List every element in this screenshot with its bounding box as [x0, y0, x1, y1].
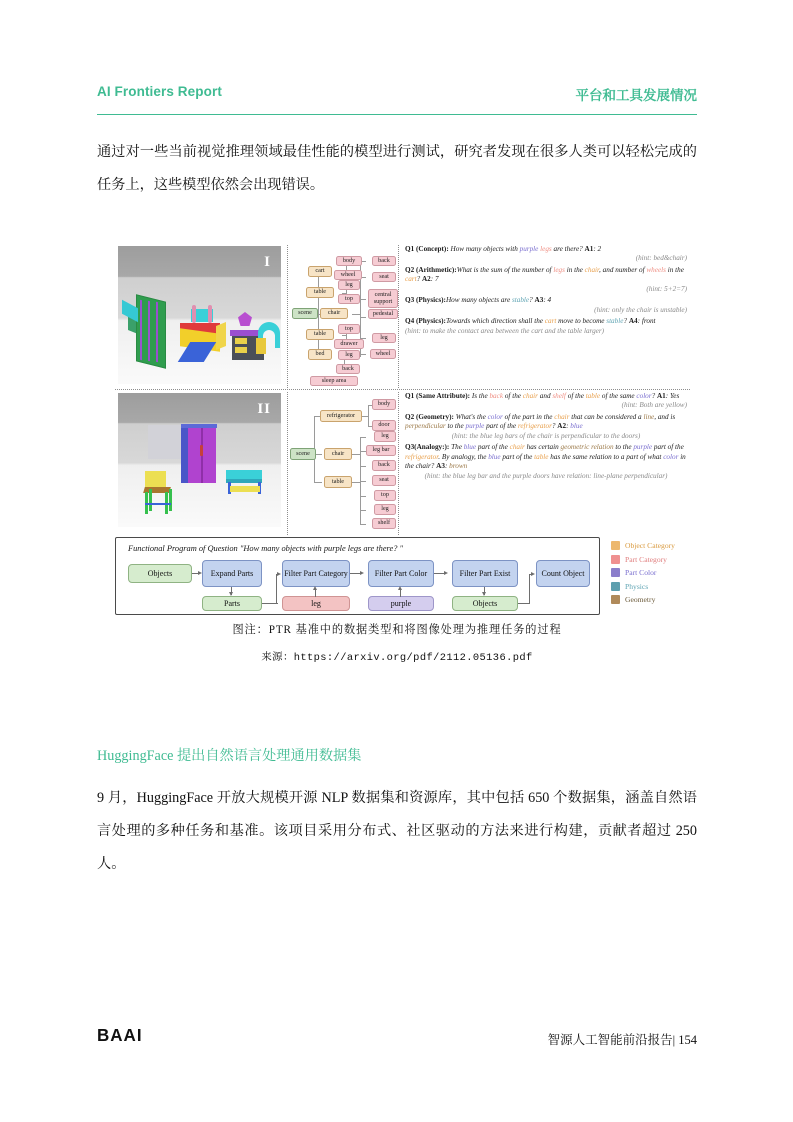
- tree-node-part: sleep area: [310, 376, 358, 386]
- tree-line: [342, 335, 346, 336]
- tree-line: [352, 314, 360, 315]
- scene-object-chair-leg-4: [169, 489, 172, 511]
- qa-hint: (hint: 5+2=7): [646, 284, 687, 293]
- fp-node-parts: Parts: [202, 596, 262, 611]
- legend-item: [611, 593, 691, 607]
- legend-swatch-part-color: [611, 568, 620, 577]
- intro-paragraph: 通过对一些当前视觉推理领域最佳性能的模型进行测试，研究者发现在很多人类可以轻松完成的任务上，这些模型依然会出现错误。: [97, 144, 697, 193]
- qa-answer: 7: [434, 275, 439, 284]
- legend-swatch-physics: [611, 582, 620, 591]
- fp-arrow-head: [482, 592, 486, 596]
- legend-item: [611, 566, 691, 580]
- qa-hint: (hint: Both are yellow): [621, 401, 687, 410]
- fp-arrow-head: [277, 572, 281, 576]
- tree-node-part: back: [372, 256, 396, 266]
- legend-swatch-object-category: [611, 541, 620, 550]
- tree-node-part: drawer: [334, 339, 364, 349]
- tree-line: [360, 466, 366, 467]
- legend-label: Part Color: [625, 568, 657, 578]
- page-number: 154: [678, 1033, 697, 1047]
- fp-node-filter-part-color: Filter Part Color: [368, 560, 434, 587]
- section-title: 平台和工具发展情况: [575, 88, 697, 103]
- tree-node-part: seat: [372, 272, 396, 282]
- fp-arrow-head: [398, 586, 402, 590]
- scene-panel-bar-3: [156, 302, 158, 362]
- qa-answer-label: A1: [656, 392, 666, 400]
- page-footer: [97, 1026, 697, 1050]
- tree-node-part: shelf: [372, 518, 396, 529]
- scene-object-cart-drawer-2: [235, 347, 247, 353]
- fp-node-count-object: Count Object: [536, 560, 590, 587]
- functional-program-title: Functional Program of Question "How many objects with purple legs are there? ": [128, 544, 404, 553]
- qa-block-1: [405, 245, 687, 338]
- qa-answer-label: A3: [534, 296, 544, 305]
- fp-node-purple: purple: [368, 596, 434, 611]
- qa-answer-label: A4: [628, 317, 638, 326]
- legend-swatch-geometry: [611, 595, 620, 604]
- scene-object-chair-back: [145, 471, 166, 487]
- scene-panel-bar-1: [140, 300, 142, 360]
- fp-arrow-head: [313, 586, 317, 590]
- fp-arrow: [529, 574, 530, 604]
- qa-answer: blue: [570, 422, 583, 431]
- qa-label: Q3 (Physics):: [405, 296, 446, 305]
- tree-node-part: back: [336, 364, 360, 374]
- fp-arrow: [400, 589, 401, 597]
- scene-object-table-shelf: [230, 486, 260, 492]
- qa-label: Q2 (Arithmetic):: [405, 266, 457, 274]
- qa-answer: front: [641, 317, 656, 326]
- qa-answer: brown: [449, 462, 468, 471]
- qa-question: What's the color of the part in the chair that can be considered a line, and is perpendicular to the purple part of the refrigerator?: [405, 413, 676, 431]
- tree-line: [314, 482, 322, 483]
- qa-hint: (hint: only the chair is unstable): [594, 305, 687, 314]
- qa-item: Q1 (Concept): How many objects with purple legs are there? A1: 2 (hint: bed&chair): [405, 245, 687, 263]
- tree-node-part: central support: [368, 289, 398, 308]
- tree-node-part: body: [336, 256, 362, 266]
- tree-line: [360, 482, 361, 525]
- tree-node-part: leg: [374, 504, 396, 515]
- scene-object-headboard-post-2: [208, 305, 212, 323]
- page-header: [97, 84, 697, 115]
- tree-line: [360, 510, 366, 511]
- fp-arrow-head: [444, 571, 448, 575]
- fp-arrow-head: [531, 572, 535, 576]
- tree-node-part: leg: [338, 350, 360, 360]
- qa-question: The blue part of the chair has certain geometric relation to the purple part of the refrigerator. By analogy, the blue part of the table has the same relation to a part of what color in the chair?: [405, 443, 686, 471]
- baai-logo: BAAI: [97, 1025, 143, 1046]
- qa-hint: (hint: the blue leg bar and the purple doors have relation: line-plane perpendicular): [424, 471, 668, 480]
- scene-panel-bar-2: [148, 301, 150, 361]
- qa-question: What is the sum of the number of legs in the chair, and number of wheels in the cart?: [405, 266, 684, 284]
- fp-arrow: [315, 589, 316, 597]
- scene-label-1: I: [264, 254, 271, 270]
- tree-node-part: wheel: [334, 270, 362, 280]
- tree-node-part: top: [338, 324, 360, 334]
- qa-answer-label: A2: [421, 275, 431, 284]
- tree-node-scene: scene: [292, 308, 318, 319]
- fp-node-objects-in: Objects: [128, 564, 192, 583]
- scene-object-cart-drawer-1: [235, 338, 247, 344]
- qa-label: Q2 (Geometry):: [405, 413, 454, 421]
- tree-node-object: chair: [320, 308, 348, 319]
- tree-line: [360, 437, 361, 485]
- qa-label: Q3(Analogy:):: [405, 443, 450, 452]
- qa-block-2: [405, 392, 687, 483]
- scene-render-1: [118, 246, 281, 384]
- qa-label: Q1 (Concept):: [405, 245, 449, 253]
- qa-item: Q4 (Physics):Towards which direction shall the cart move to become stable? A4: front (hint: to make the contact area between the cart and the table larger): [405, 317, 687, 336]
- fp-node-objects-out: Objects: [452, 596, 518, 611]
- scene-graph-tree-2: [287, 392, 399, 535]
- tree-node-scene: scene: [290, 448, 316, 460]
- ptr-figure: [115, 243, 690, 608]
- figure-row-1: [115, 243, 690, 390]
- tree-node-part: leg: [372, 333, 396, 343]
- tree-line: [360, 317, 366, 318]
- qa-item: Q3(Analogy:): The blue part of the chair has certain geometric relation to the purple part of the refrigerator. By analogy, the blue part of the table has the same relation to a part of what color in the chair? A3: brown (hint: the blue leg bar and the purple doors have relation: line-plane perpendicular): [405, 443, 686, 480]
- qa-answer: Yes: [669, 392, 680, 400]
- footer-right: [548, 1030, 697, 1048]
- footer-separator: |: [672, 1033, 676, 1047]
- tree-node-object: chair: [324, 448, 352, 460]
- tree-node-object: refrigerator: [320, 410, 362, 422]
- tree-line: [360, 496, 366, 497]
- tree-node-part: body: [372, 399, 396, 410]
- nlp-dataset-paragraph: 9 月，HuggingFace 开放大规模开源 NLP 数据集和资源库，其中包括 650 个数据集，涵盖自然语言处理的多种任务和基准。该项目采用分布式、社区驱动的方法来进行构建，贡献者超过 250 人。: [97, 790, 697, 872]
- qa-answer-label: A2: [557, 422, 567, 431]
- scene-object-table-edge: [226, 479, 262, 483]
- tree-line: [360, 299, 366, 300]
- scene-graph-tree-1: [287, 245, 399, 388]
- figure-caption: 图注：PTR 基准中的数据类型和将图像处理为推理任务的过程: [232, 624, 562, 636]
- qa-hint: (hint: the blue leg bars of the chair is perpendicular to the doors): [451, 431, 641, 440]
- scene-wall-panel: [148, 425, 182, 459]
- tree-node-part: seat: [372, 475, 396, 486]
- tree-node-object: cart: [308, 266, 332, 277]
- tree-line: [352, 454, 360, 455]
- legend-label: Physics: [625, 581, 649, 591]
- qa-item: Q2 (Arithmetic):What is the sum of the number of legs in the chair, and number of wheels in the cart? A2: 7 (hint: 5+2=7): [405, 266, 687, 293]
- tree-line: [360, 437, 366, 438]
- tree-line: [318, 271, 319, 355]
- legend-swatch-part-category: [611, 555, 620, 564]
- scene-object-table-top: [226, 470, 262, 479]
- scene-object-yellow-box: [256, 338, 266, 354]
- tree-node-object: table: [324, 476, 352, 488]
- qa-answer-label: A3: [436, 462, 445, 471]
- tree-node-part: leg: [374, 431, 396, 442]
- tree-line: [368, 405, 369, 427]
- functional-program-panel: [115, 537, 600, 615]
- legend-item: [611, 553, 691, 567]
- qa-label: Q4 (Physics):: [405, 317, 446, 326]
- qa-answer-label: A1: [584, 245, 594, 253]
- footer-report-name: 智源人工智能前沿报告: [547, 1033, 673, 1047]
- legend-label: Geometry: [625, 595, 656, 605]
- legend-item: [611, 580, 691, 594]
- qa-hint: (hint: bed&chair): [635, 254, 687, 263]
- qa-question: How many objects are stable?: [445, 296, 533, 305]
- scene-object-chair-leg-bar: [145, 503, 171, 505]
- qa-item: Q3 (Physics):How many objects are stable? A3: 4 (hint: only the chair is unstable): [405, 296, 687, 314]
- legend-label: Object Category: [625, 541, 675, 551]
- fp-node-leg: leg: [282, 596, 350, 611]
- tree-node-object: table: [306, 329, 334, 340]
- qa-item: Q2 (Geometry): What's the color of the part in the chair that can be considered a line, and is perpendicular to the purple part of the refrigerator? A2: blue (hint: the blue leg bars of the chair is perpendicular to the doors): [405, 413, 687, 441]
- fp-arrow-head: [198, 571, 202, 575]
- qa-question: Is the back of the chair and shelf of the table of the same color?: [471, 392, 656, 400]
- tree-line: [360, 354, 366, 355]
- fp-arrow: [276, 574, 277, 604]
- fp-node-filter-part-category: Filter Part Category: [282, 560, 350, 587]
- legend-item: [611, 539, 691, 553]
- tree-line: [352, 482, 360, 483]
- tree-node-part: leg bar: [366, 445, 396, 456]
- tree-node-part: top: [338, 294, 360, 304]
- tree-node-part: wheel: [370, 349, 396, 359]
- qa-label: Q1 (Same Attribute):: [405, 392, 471, 400]
- tree-node-part: top: [374, 490, 396, 501]
- scene-object-bed-side: [216, 322, 226, 350]
- scene-object-headboard-post-1: [192, 305, 196, 323]
- tree-line: [361, 416, 368, 417]
- legend-label: Part Category: [625, 554, 667, 564]
- tree-node-part: back: [372, 460, 396, 471]
- tree-node-part: pedestal: [368, 309, 398, 319]
- qa-question: Towards which direction shall the cart move to become stable?: [445, 317, 628, 326]
- figure-legend: [611, 539, 691, 607]
- fp-node-expand-parts: Expand Parts: [202, 560, 262, 587]
- huggingface-section-heading: HuggingFace 提出自然语言处理通用数据集: [97, 748, 362, 764]
- tree-line: [360, 524, 366, 525]
- fp-arrow-head: [360, 571, 364, 575]
- tree-node-part: door: [372, 420, 396, 431]
- qa-answer: 4: [547, 296, 552, 305]
- tree-node-part: leg: [338, 280, 360, 290]
- scene-render-2: [118, 393, 281, 527]
- fp-arrow-head: [229, 592, 233, 596]
- qa-answer: 2: [597, 245, 602, 253]
- qa-hint: (hint: to make the contact area between the cart and the table larger): [405, 326, 605, 335]
- tree-node-object: table: [306, 287, 334, 298]
- fp-node-filter-part-exist: Filter Part Exist: [452, 560, 518, 587]
- scene-object-purple-star: [238, 312, 252, 326]
- tree-node-object: bed: [308, 349, 332, 360]
- scene-object-fridge-handle: [200, 445, 203, 456]
- scene-object-fridge-top: [181, 424, 217, 428]
- figure-row-2: [115, 390, 690, 533]
- qa-item: Q1 (Same Attribute): Is the back of the chair and shelf of the table of the same color? A1: Yes (hint: Both are yellow): [405, 392, 687, 410]
- scene-object-chair-leg-3: [149, 489, 152, 511]
- scene-label-2: II: [257, 401, 271, 417]
- qa-question: How many objects with purple legs are there?: [450, 245, 583, 253]
- report-title: AI Frontiers Report: [97, 84, 222, 99]
- figure-source: 来源：https://arxiv.org/pdf/2112.05136.pdf: [261, 652, 533, 664]
